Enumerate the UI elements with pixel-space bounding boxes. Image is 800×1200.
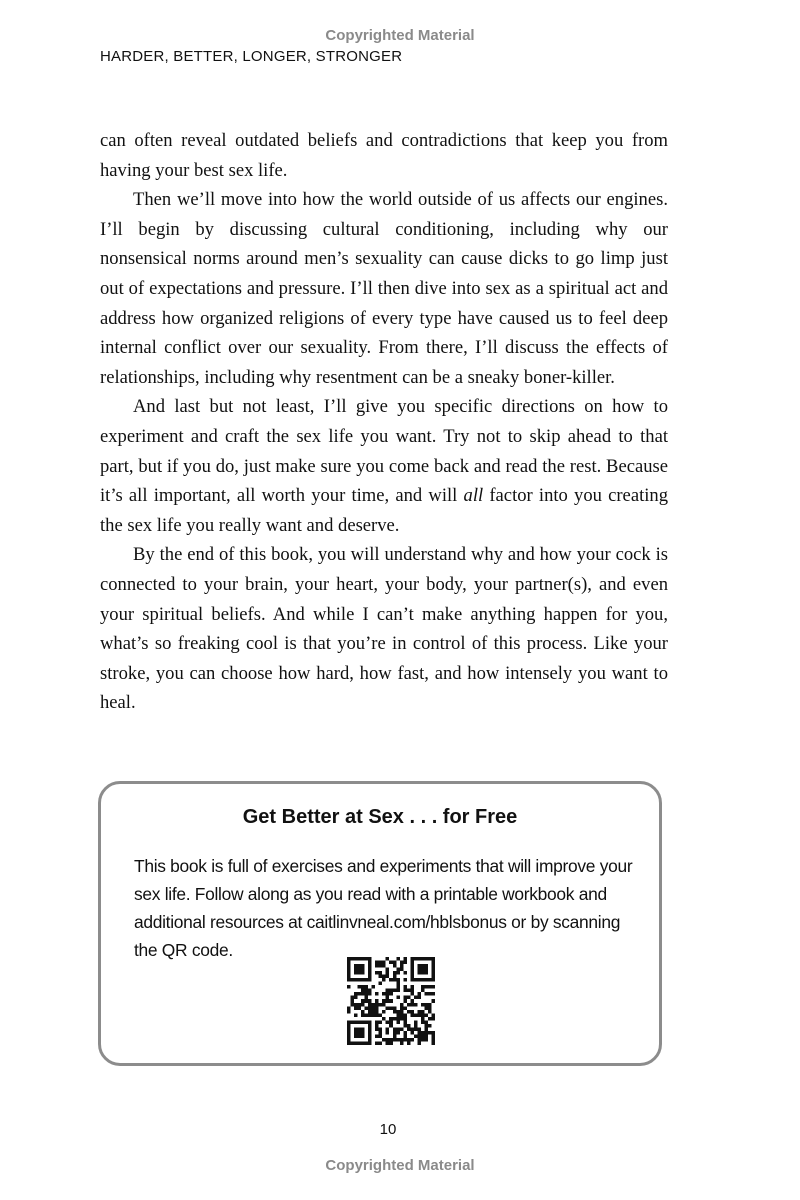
running-head: HARDER, BETTER, LONGER, STRONGER: [100, 48, 403, 65]
paragraph: [100, 392, 668, 540]
copyright-watermark-bottom: Copyrighted Material: [325, 1157, 475, 1174]
paragraph: can often reveal outdated beliefs and contradictions that keep you from having your best sex life.: [100, 130, 668, 181]
paragraph: Then we’ll move into how the world outside of us affects our engines. I’ll begin by discussing cultural conditioning, including why our nonsensical norms around men’s sexuality can cause dicks to go limp just out of expectations and pressure. I’ll then dive into sex as a spiritual act and address how organized religions of every type have caused us to feel deep internal conflict over our sexuality. From there, I’ll discuss the effects of relationships, including why resentment can be a sneaky boner-killer.: [100, 189, 668, 388]
bonus-sidebar-box: [98, 781, 662, 1066]
body-text: [100, 126, 668, 718]
qr-code-icon[interactable]: [347, 957, 435, 1045]
sidebar-title: Get Better at Sex . . . for Free: [242, 806, 518, 828]
sidebar-text: This book is full of exercises and experiments that will improve your sex life. Follow along as you read with a printable workbook and additional resources at caitlinvneal.com/hblsbonus or by scanning the QR code.: [134, 856, 633, 960]
paragraph-text: factor into you creating the sex life you really want and deserve.: [100, 485, 668, 536]
copyright-watermark-top: Copyrighted Material: [325, 27, 475, 44]
paragraph-text: And last but not least, I’ll give you specific directions on how to experiment and craft the sex life you want. Try not to skip ahead to that part, but if you do, just make sure you come back and read the rest. Because it’s all important, all worth your time, and will: [100, 396, 668, 507]
emphasis-text: all: [463, 485, 484, 507]
paragraph: By the end of this book, you will understand why and how your cock is connected to your brain, your heart, your body, your partner(s), and even your spiritual beliefs. And while I can’t make anything happen for you, what’s so freaking cool is that you’re in control of this process. Like your stroke, you can choose how hard, how fast, and how intensely you want to heal.: [100, 544, 668, 714]
page-number: 10: [379, 1121, 397, 1138]
